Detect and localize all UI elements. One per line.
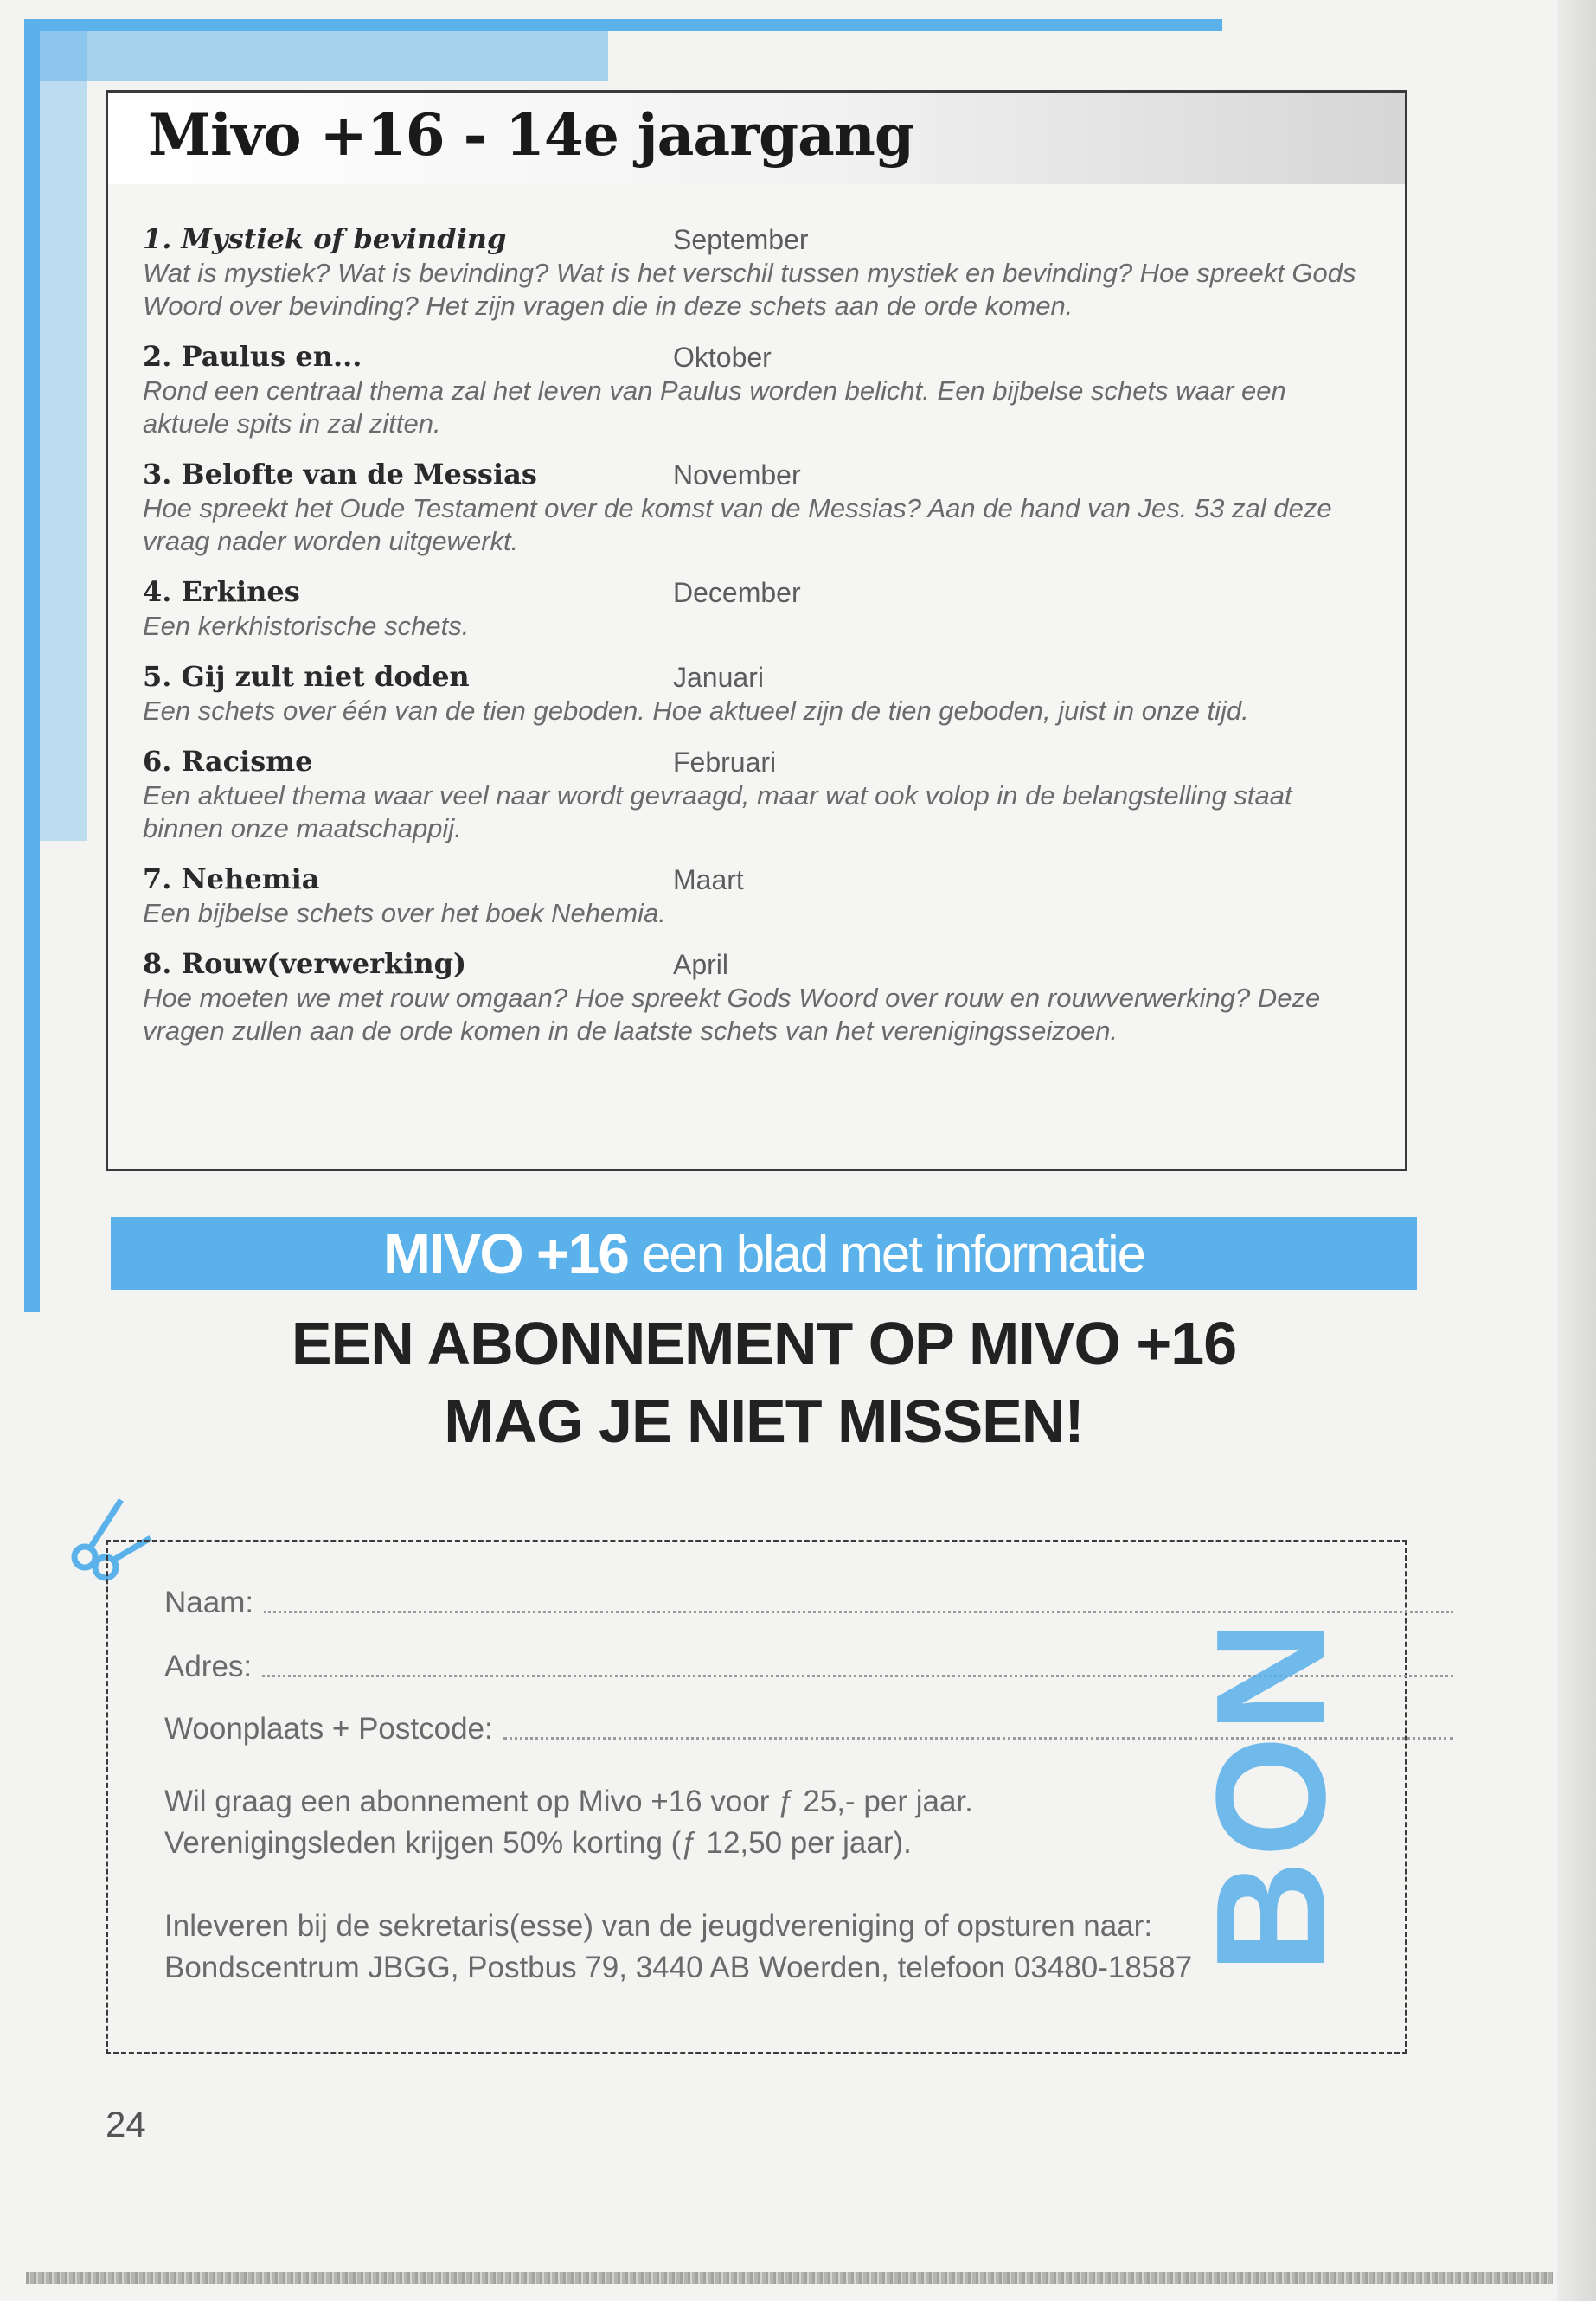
item-month: April	[673, 949, 729, 980]
item-description: Wat is mystiek? Wat is bevinding? Wat is het verschil tussen mystiek en bevinding? Hoe spreekt Gods Woord over bevinding? Het zijn vragen die in deze schets aan de orde komen.	[143, 258, 1356, 321]
schedule-item	[143, 340, 1380, 440]
item-month: September	[673, 224, 809, 255]
banner-tagline: een blad met informatie	[641, 1224, 1144, 1283]
headline-line-2: MAG JE NIET MISSEN!	[444, 1388, 1084, 1455]
item-description: Een schets over één van de tien geboden. Hoe aktueel zijn de tien geboden, juist in onze tijd.	[143, 695, 1249, 726]
name-field-label: Naam:	[164, 1586, 254, 1619]
item-title: 6. Racisme	[143, 745, 313, 778]
item-title: 2. Paulus en...	[143, 340, 362, 373]
item-description: Hoe moeten we met rouw omgaan? Hoe spreekt Gods Woord over rouw en rouwverwerking? Deze vragen zullen aan de orde komen in de laatste schets van het verenigingsseizoen.	[143, 983, 1321, 1046]
city-postcode-field-label: Woonplaats + Postcode:	[164, 1712, 493, 1746]
item-title: 8. Rouw(verwerking)	[143, 947, 467, 980]
address-field-label: Adres:	[164, 1650, 253, 1683]
item-month: December	[673, 577, 801, 608]
subscription-headline	[111, 1304, 1417, 1460]
item-month: Maart	[673, 864, 744, 895]
schedule-box	[106, 90, 1407, 1171]
submit-line-2: Bondscentrum JBGG, Postbus 79, 3440 AB Woerden, telefoon 03480-18587	[164, 1951, 1193, 1984]
schedule-item	[143, 745, 1380, 845]
item-title: 4. Erkines	[143, 575, 300, 608]
schedule-item	[143, 222, 1380, 323]
schedule-item	[143, 458, 1380, 558]
schedule-item	[143, 660, 1380, 727]
offer-line-2: Verenigingsleden krijgen 50% korting (ƒ 12,50 per jaar).	[164, 1826, 912, 1860]
schedule-item	[143, 947, 1380, 1048]
item-title: 5. Gij zult niet doden	[143, 660, 470, 693]
item-month: Januari	[673, 662, 764, 693]
submit-line-1: Inleveren bij de sekretaris(esse) van de jeugdvereniging of opsturen naar:	[164, 1909, 1153, 1943]
item-month: November	[673, 459, 801, 490]
item-description: Een aktueel thema waar veel naar wordt gevraagd, maar wat ook volop in de belangstelling staat binnen onze maatschappij.	[143, 780, 1292, 843]
item-month: Februari	[673, 747, 777, 778]
item-description: Rond een centraal thema zal het leven van Paulus worden belicht. Een bijbelse schets waar een aktuele spits in zal zitten.	[143, 375, 1286, 439]
item-description: Een bijbelse schets over het boek Nehemia.	[143, 898, 666, 928]
info-banner	[111, 1217, 1417, 1290]
item-title: 3. Belofte van de Messias	[143, 458, 537, 490]
headline-line-1: EEN ABONNEMENT OP MIVO +16	[291, 1310, 1237, 1377]
item-title: 7. Nehemia	[143, 862, 320, 895]
schedule-item	[143, 862, 1380, 930]
schedule-item	[143, 575, 1380, 643]
schedule-list	[143, 222, 1380, 1065]
banner-brand: MIVO +16	[383, 1221, 628, 1285]
bon-label: BON	[1184, 1617, 1358, 1973]
bottom-scan-band	[26, 2272, 1553, 2284]
bon-watermark	[1168, 1557, 1384, 2041]
section-title: Mivo +16 - 14e jaargang	[148, 101, 914, 169]
item-description: Een kerkhistorische schets.	[143, 611, 470, 641]
offer-line-1: Wil graag een abonnement op Mivo +16 voor ƒ 25,- per jaar.	[164, 1785, 973, 1818]
accent-top-bar	[24, 19, 1222, 31]
title-bar	[108, 93, 1405, 184]
item-month: Oktober	[673, 342, 772, 373]
accent-side-bar	[24, 19, 40, 1312]
item-title: 1. Mystiek of bevinding	[143, 222, 507, 255]
page-number: 24	[106, 2104, 146, 2144]
page-edge-shadow	[1557, 0, 1596, 2301]
item-description: Hoe spreekt het Oude Testament over de komst van de Messias? Aan de hand van Jes. 53 zal deze vraag nader worden uitgewerkt.	[143, 493, 1332, 556]
